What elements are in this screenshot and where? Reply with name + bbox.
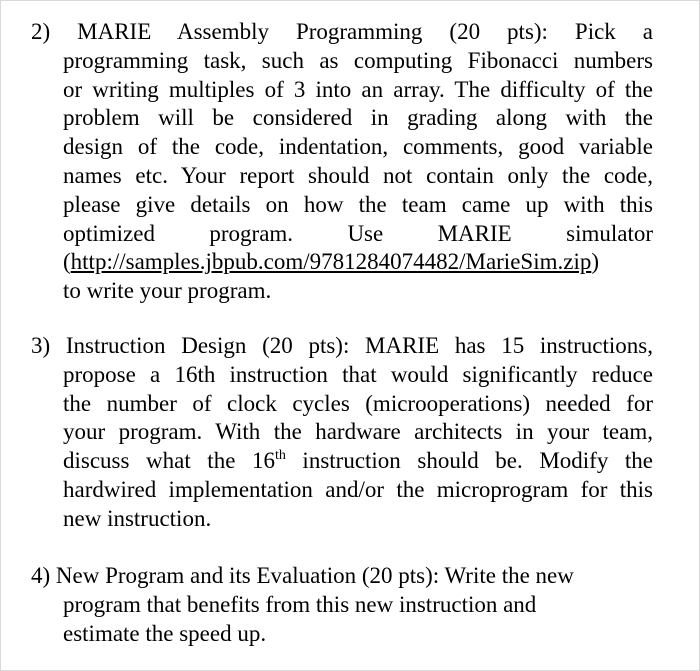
question-4-line: 4) New Program and its Evaluation (20 pts): Write the new [31, 563, 574, 588]
question-3-line: hardwired implementation and/or the microprogram for this [63, 476, 653, 502]
line-text-after: instruction should be. Modify the [285, 448, 653, 474]
question-4 [31, 562, 653, 648]
mariesim-download-link[interactable]: http://samples.jbpub.com/9781284074482/MarieSim.zip [70, 249, 592, 275]
link-close-paren: ) [591, 249, 599, 275]
question-2-line: programming task, such as computing Fibonacci numbers [63, 47, 653, 73]
question-3-line: 3) Instruction Design (20 pts): MARIE has 15 instructions, [31, 333, 653, 358]
question-2-link-line [31, 248, 653, 277]
question-3-line: new instruction. [63, 505, 212, 531]
ordinal-superscript: th [274, 447, 286, 463]
line-text-before: discuss what the 16 [63, 448, 275, 474]
question-2-line: or writing multiples of 3 into an array. The difficulty of the [63, 76, 653, 102]
question-3-line: the number of clock cycles (microoperations) needed for [63, 390, 653, 416]
link-open-paren: ( [63, 249, 71, 275]
question-2-line: design of the code, indentation, comments, good variable [63, 134, 653, 160]
question-4-line: program that benefits from this new instruction and [63, 591, 537, 617]
question-2 [31, 18, 653, 306]
question-2-line: 2) MARIE Assembly Programming (20 pts): Pick a [31, 19, 653, 44]
question-2-line: please give details on how the team came up with this [63, 191, 653, 217]
question-4-line: estimate the speed up. [63, 620, 267, 646]
question-2-line: names etc. Your report should not contain only the code, [63, 162, 653, 188]
question-2-line: optimized program. Use MARIE simulator [63, 220, 653, 246]
question-2-line: to write your program. [63, 278, 272, 304]
question-3-line: your program. With the hardware architects in your team, [63, 419, 653, 445]
question-3-line-superscript [31, 447, 653, 476]
question-3 [31, 332, 653, 534]
question-2-line: problem will be considered in grading along with the [63, 105, 653, 131]
question-3-line: propose a 16th instruction that would significantly reduce [63, 361, 653, 387]
